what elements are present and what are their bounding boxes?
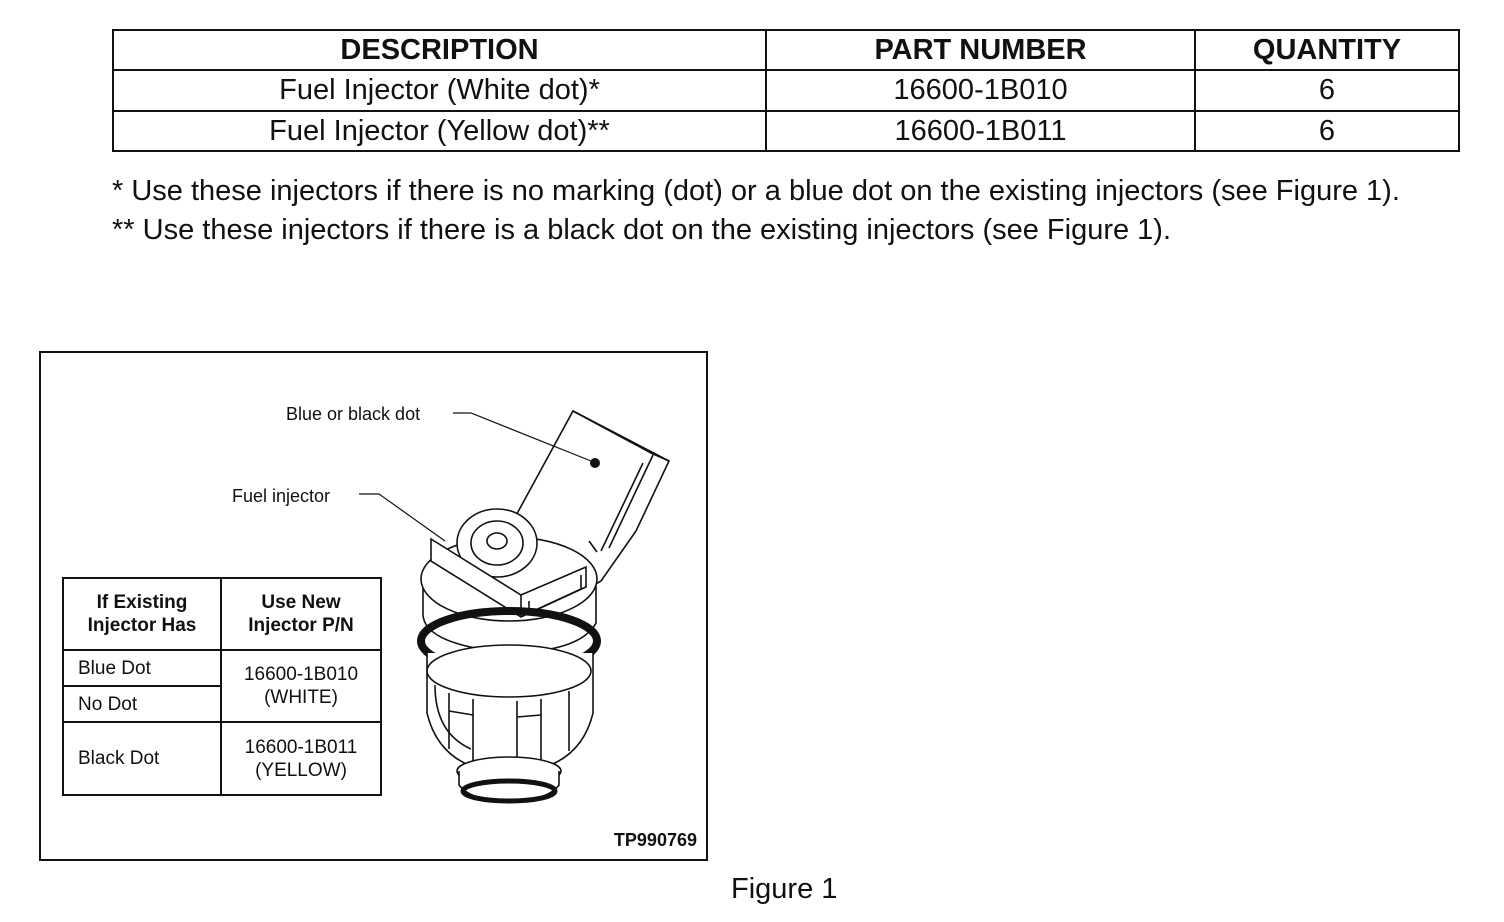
header-description: DESCRIPTION [113,30,766,70]
lookup-pn-white-number: 16600-1B010 [243,664,359,685]
lookup-pn-white [221,650,381,722]
lookup-pn-white-color: (WHITE) [264,687,338,708]
lookup-header-new-line1: Use New [261,592,341,613]
injector-lookup-table [62,577,382,796]
header-quantity: QUANTITY [1195,30,1459,70]
lookup-header-existing [63,578,221,650]
callout-injector-label: Fuel injector [232,486,331,506]
lookup-header-new [221,578,381,650]
lookup-pn-yellow [221,722,381,795]
table-row [63,722,381,795]
cell-part-number: 16600-1B011 [766,111,1195,151]
table-row [63,650,381,686]
header-part-number: PART NUMBER [766,30,1195,70]
cell-part-number: 16600-1B010 [766,70,1195,110]
lookup-blue-dot: Blue Dot [63,650,221,686]
table-row [113,70,1459,110]
lookup-header-existing-line1: If Existing [96,592,188,613]
lookup-no-dot: No Dot [63,686,221,722]
cell-quantity: 6 [1195,70,1459,110]
cell-description: Fuel Injector (Yellow dot)** [113,111,766,151]
cell-quantity: 6 [1195,111,1459,151]
lookup-header-row [63,578,381,650]
cell-description: Fuel Injector (White dot)* [113,70,766,110]
parts-table [112,29,1460,152]
figure-id: TP990769 [613,830,697,850]
table-row [113,111,1459,151]
footnote-single-star: * Use these injectors if there is no marking (dot) or a blue dot on the existing injectors (see Figure 1). [112,175,1400,207]
lookup-pn-yellow-number: 16600-1B011 [244,736,358,758]
dot-marker-icon [590,458,600,468]
lookup-header-new-line2: Injector P/N [248,615,354,636]
callout-dot-label: Blue or black dot [286,404,421,424]
parts-header-row [113,30,1459,70]
figure-caption: Figure 1 [731,873,838,905]
lookup-header-existing-line2: Injector Has [87,615,197,636]
figure-box [39,351,708,861]
footnotes [112,172,1472,250]
lookup-pn-yellow-color: (YELLOW) [255,759,347,781]
lookup-black-dot: Black Dot [63,722,221,795]
footnote-double-star: ** Use these injectors if there is a black dot on the existing injectors (see Figure 1). [112,214,1172,246]
